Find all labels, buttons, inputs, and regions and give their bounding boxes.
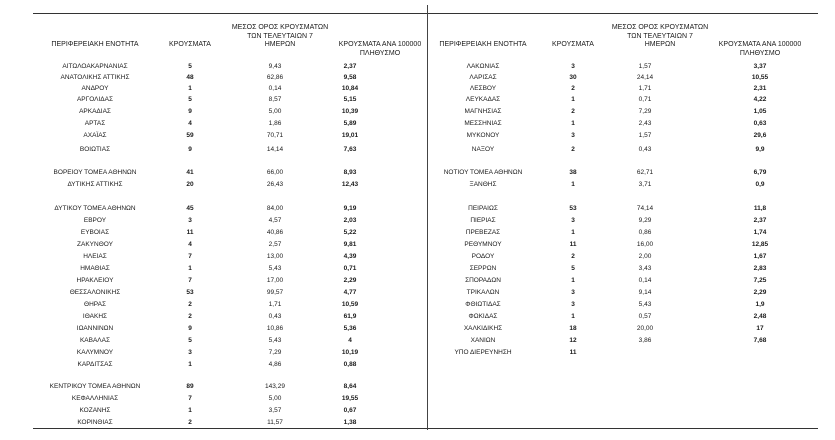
row-per100k: 1,74 [753, 229, 767, 236]
row-per100k: 9,58 [343, 74, 357, 81]
row-avg7: 7,29 [268, 349, 282, 356]
row-cases: 1 [571, 229, 575, 236]
row-per100k: 0,88 [343, 361, 357, 368]
row-avg7: 16,00 [636, 241, 654, 248]
row-avg7: 0,57 [638, 313, 652, 320]
row-avg7: 66,00 [266, 169, 284, 176]
table-bottom-rule [33, 428, 818, 429]
row-region: ΣΠΟΡΑΔΩΝ [465, 277, 501, 284]
row-region: ΚΟΖΑΝΗΣ [79, 407, 111, 414]
row-cases: 1 [571, 277, 575, 284]
row-per100k: 10,59 [341, 301, 359, 308]
row-region: ΘΕΣΣΑΛΟΝΙΚΗΣ [69, 289, 121, 296]
row-per100k: 2,83 [753, 265, 767, 272]
row-region: ΞΑΝΘΗΣ [469, 181, 497, 188]
row-cases: 20 [186, 181, 194, 188]
row-region: ΑΝΑΤΟΛΙΚΗΣ ΑΤΤΙΚΗΣ [60, 74, 130, 81]
row-avg7: 2,43 [638, 120, 652, 127]
row-avg7: 0,43 [268, 313, 282, 320]
row-per100k: 2,29 [343, 277, 357, 284]
row-avg7: 9,14 [638, 289, 652, 296]
row-per100k: 9,9 [755, 146, 765, 153]
row-region: ΥΠΟ ΔΙΕΡΕΥΝΗΣΗ [454, 349, 512, 356]
row-cases: 53 [569, 205, 577, 212]
row-avg7: 3,43 [638, 265, 652, 272]
row-per100k: 7,63 [343, 146, 357, 153]
row-per100k: 8,64 [343, 383, 357, 390]
row-avg7: 10,86 [266, 325, 284, 332]
row-per100k: 8,93 [343, 169, 357, 176]
row-region: ΑΡΤΑΣ [84, 120, 106, 127]
row-per100k: 19,55 [341, 395, 359, 402]
row-region: ΗΛΕΙΑΣ [83, 253, 107, 260]
table-top-rule [33, 13, 818, 14]
row-per100k: 2,31 [753, 85, 767, 92]
row-avg7: 2,57 [268, 241, 282, 248]
row-avg7: 40,86 [266, 229, 284, 236]
row-cases: 1 [571, 96, 575, 103]
row-per100k: 0,67 [343, 407, 357, 414]
row-avg7: 62,86 [266, 74, 284, 81]
row-cases: 53 [186, 289, 194, 296]
row-avg7: 14,14 [266, 146, 284, 153]
row-region: ΔΥΤΙΚΗΣ ΑΤΤΙΚΗΣ [67, 181, 123, 188]
row-cases: 1 [571, 120, 575, 127]
left-header-per100k: ΚΡΟΥΣΜΑΤΑ ΑΝΑ 100000 ΠΛΗΘΥΣΜΟ [338, 41, 422, 57]
row-cases: 2 [571, 253, 575, 260]
right-header-cases: ΚΡΟΥΣΜΑΤΑ [552, 41, 594, 48]
row-cases: 89 [186, 383, 194, 390]
row-cases: 11 [186, 229, 194, 236]
row-cases: 9 [188, 146, 192, 153]
row-avg7: 1,86 [268, 120, 282, 127]
row-cases: 5 [188, 96, 192, 103]
row-avg7: 3,71 [638, 181, 652, 188]
row-avg7: 0,86 [638, 229, 652, 236]
row-cases: 2 [188, 313, 192, 320]
row-cases: 9 [188, 108, 192, 115]
row-region: ΧΑΛΚΙΔΙΚΗΣ [463, 325, 503, 332]
row-per100k: 9,81 [343, 241, 357, 248]
row-avg7: 9,29 [638, 217, 652, 224]
row-cases: 30 [569, 74, 577, 81]
row-cases: 48 [186, 74, 194, 81]
row-per100k: 9,19 [343, 205, 357, 212]
row-cases: 38 [569, 169, 577, 176]
row-per100k: 12,85 [751, 241, 769, 248]
row-per100k: 11,8 [753, 205, 767, 212]
row-cases: 1 [571, 313, 575, 320]
row-region: ΖΑΚΥΝΘΟΥ [77, 241, 113, 248]
right-header-avg7: ΜΕΣΟΣ ΟΡΟΣ ΚΡΟΥΣΜΑΤΩΝ ΤΩΝ ΤΕΛΕΥΤΑΙΩΝ 7 ΗΜΕΡΩΝ [611, 24, 709, 48]
row-per100k: 4,22 [753, 96, 767, 103]
row-cases: 1 [571, 181, 575, 188]
row-region: ΙΩΑΝΝΙΝΩΝ [76, 325, 114, 332]
row-cases: 3 [571, 217, 575, 224]
row-region: ΑΧΑΪΑΣ [83, 132, 107, 139]
row-avg7: 1,57 [638, 63, 652, 70]
row-region: ΕΒΡΟΥ [83, 217, 107, 224]
row-region: ΝΟΤΙΟΥ ΤΟΜΕΑ ΑΘΗΝΩΝ [443, 169, 523, 176]
row-cases: 2 [188, 301, 192, 308]
row-cases: 3 [571, 289, 575, 296]
row-cases: 2 [571, 146, 575, 153]
row-avg7: 0,14 [638, 277, 652, 284]
row-region: ΧΑΝΙΩΝ [470, 337, 496, 344]
row-per100k: 5,36 [343, 325, 357, 332]
row-per100k: 2,48 [753, 313, 767, 320]
row-cases: 5 [188, 63, 192, 70]
row-per100k: 5,22 [343, 229, 357, 236]
row-avg7: 13,00 [266, 253, 284, 260]
row-region: ΚΑΡΔΙΤΣΑΣ [77, 361, 113, 368]
row-per100k: 10,55 [751, 74, 769, 81]
row-per100k: 2,37 [753, 217, 767, 224]
row-region: ΙΘΑΚΗΣ [82, 313, 108, 320]
row-cases: 11 [569, 349, 577, 356]
row-avg7: 70,71 [266, 132, 284, 139]
row-per100k: 0,9 [755, 181, 765, 188]
row-region: ΛΕΥΚΑΔΑΣ [465, 96, 501, 103]
row-cases: 59 [186, 132, 194, 139]
row-avg7: 2,00 [638, 253, 652, 260]
row-per100k: 1,38 [343, 419, 357, 426]
left-header-cases: ΚΡΟΥΣΜΑΤΑ [169, 41, 211, 48]
row-cases: 45 [186, 205, 194, 212]
row-cases: 5 [188, 337, 192, 344]
row-region: ΡΟΔΟΥ [471, 253, 495, 260]
row-avg7: 24,14 [636, 74, 654, 81]
row-per100k: 10,39 [341, 108, 359, 115]
row-region: ΑΡΓΟΛΙΔΑΣ [76, 96, 114, 103]
row-cases: 4 [188, 120, 192, 127]
row-avg7: 5,43 [268, 337, 282, 344]
row-region: ΘΗΡΑΣ [84, 301, 106, 308]
row-avg7: 20,00 [636, 325, 654, 332]
row-per100k: 0,71 [343, 265, 357, 272]
row-avg7: 17,00 [266, 277, 284, 284]
row-cases: 3 [188, 349, 192, 356]
row-region: ΚΕΦΑΛΛΗΝΙΑΣ [71, 395, 119, 402]
row-per100k: 10,84 [341, 85, 359, 92]
row-avg7: 7,29 [638, 108, 652, 115]
row-avg7: 0,43 [638, 146, 652, 153]
row-per100k: 2,37 [343, 63, 357, 70]
row-cases: 7 [188, 395, 192, 402]
row-cases: 9 [188, 325, 192, 332]
row-per100k: 4 [348, 337, 352, 344]
right-header-region: ΠΕΡΙΦΕΡΕΙΑΚΗ ΕΝΟΤΗΤΑ [439, 41, 527, 48]
row-region: ΣΕΡΡΩΝ [469, 265, 497, 272]
row-avg7: 9,43 [268, 63, 282, 70]
left-header-region: ΠΕΡΙΦΕΡΕΙΑΚΗ ΕΝΟΤΗΤΑ [51, 41, 139, 48]
row-cases: 5 [571, 265, 575, 272]
row-per100k: 7,25 [753, 277, 767, 284]
row-cases: 7 [188, 253, 192, 260]
row-per100k: 0,63 [753, 120, 767, 127]
row-per100k: 29,6 [753, 132, 767, 139]
row-region: ΕΥΒΟΙΑΣ [80, 229, 110, 236]
row-per100k: 19,01 [341, 132, 359, 139]
row-region: ΠΙΕΡΙΑΣ [470, 217, 496, 224]
row-region: ΦΩΚΙΔΑΣ [468, 313, 498, 320]
row-per100k: 17 [756, 325, 764, 332]
row-per100k: 3,37 [753, 63, 767, 70]
row-region: ΠΡΕΒΕΖΑΣ [465, 229, 501, 236]
row-cases: 1 [188, 265, 192, 272]
row-avg7: 84,00 [266, 205, 284, 212]
row-region: ΛΑΚΩΝΙΑΣ [466, 63, 500, 70]
row-region: ΑΙΤΩΛΟΑΚΑΡΝΑΝΙΑΣ [62, 63, 128, 70]
row-per100k: 1,67 [753, 253, 767, 260]
row-region: ΠΕΙΡΑΙΩΣ [468, 205, 498, 212]
row-avg7: 1,57 [638, 132, 652, 139]
row-per100k: 61,9 [343, 313, 357, 320]
row-per100k: 1,05 [753, 108, 767, 115]
row-avg7: 99,57 [266, 289, 284, 296]
row-avg7: 5,00 [268, 108, 282, 115]
row-avg7: 5,43 [268, 265, 282, 272]
row-cases: 1 [188, 407, 192, 414]
row-cases: 3 [188, 217, 192, 224]
row-avg7: 1,71 [268, 301, 282, 308]
row-per100k: 5,15 [343, 96, 357, 103]
row-region: ΝΑΞΟΥ [471, 146, 495, 153]
row-cases: 41 [186, 169, 194, 176]
row-cases: 2 [188, 419, 192, 426]
row-per100k: 10,19 [341, 349, 359, 356]
row-per100k: 12,43 [341, 181, 359, 188]
row-region: ΛΑΡΙΣΑΣ [469, 74, 497, 81]
row-region: ΚΑΒΑΛΑΣ [79, 337, 111, 344]
row-region: ΒΟΡΕΙΟΥ ΤΟΜΕΑ ΑΘΗΝΩΝ [53, 169, 137, 176]
row-avg7: 0,14 [268, 85, 282, 92]
row-cases: 11 [569, 241, 577, 248]
row-region: ΒΟΙΩΤΙΑΣ [79, 146, 111, 153]
row-cases: 1 [188, 85, 192, 92]
row-cases: 4 [188, 241, 192, 248]
row-region: ΚΑΛΥΜΝΟΥ [76, 349, 114, 356]
row-region: ΛΕΣΒΟΥ [469, 85, 497, 92]
row-cases: 3 [571, 132, 575, 139]
row-region: ΑΡΚΑΔΙΑΣ [79, 108, 111, 115]
row-region: ΡΕΘΥΜΝΟΥ [464, 241, 502, 248]
row-per100k: 6,79 [753, 169, 767, 176]
row-cases: 12 [569, 337, 577, 344]
row-per100k: 2,03 [343, 217, 357, 224]
row-avg7: 0,71 [638, 96, 652, 103]
row-avg7: 5,00 [268, 395, 282, 402]
row-region: ΜΕΣΣΗΝΙΑΣ [464, 120, 502, 127]
row-avg7: 11,57 [267, 419, 283, 426]
row-avg7: 4,57 [268, 217, 282, 224]
row-avg7: 5,43 [638, 301, 652, 308]
row-region: ΜΥΚΟΝΟΥ [466, 132, 500, 139]
row-avg7: 1,71 [638, 85, 652, 92]
row-region: ΚΕΝΤΡΙΚΟΥ ΤΟΜΕΑ ΑΘΗΝΩΝ [49, 383, 141, 390]
row-per100k: 5,89 [343, 120, 357, 127]
row-avg7: 8,57 [268, 96, 282, 103]
row-avg7: 143,29 [265, 383, 285, 390]
row-avg7: 74,14 [636, 205, 654, 212]
row-region: ΑΝΔΡΟΥ [81, 85, 109, 92]
row-per100k: 4,77 [343, 289, 357, 296]
row-cases: 3 [571, 63, 575, 70]
row-per100k: 7,68 [753, 337, 767, 344]
row-region: ΜΑΓΝΗΣΙΑΣ [464, 108, 502, 115]
row-cases: 2 [571, 108, 575, 115]
row-region: ΗΜΑΘΙΑΣ [80, 265, 110, 272]
left-header-avg7: ΜΕΣΟΣ ΟΡΟΣ ΚΡΟΥΣΜΑΤΩΝ ΤΩΝ ΤΕΛΕΥΤΑΙΩΝ 7 ΗΜΕΡΩΝ [231, 24, 329, 48]
row-per100k: 1,9 [755, 301, 765, 308]
row-avg7: 3,86 [638, 337, 652, 344]
row-region: ΤΡΙΚΑΛΩΝ [466, 289, 500, 296]
row-region: ΔΥΤΙΚΟΥ ΤΟΜΕΑ ΑΘΗΝΩΝ [54, 205, 136, 212]
row-cases: 1 [188, 361, 192, 368]
row-avg7: 3,57 [268, 407, 282, 414]
row-cases: 18 [569, 325, 577, 332]
row-region: ΦΘΙΩΤΙΔΑΣ [465, 301, 501, 308]
row-avg7: 62,71 [636, 169, 654, 176]
row-cases: 2 [571, 85, 575, 92]
row-cases: 7 [188, 277, 192, 284]
row-avg7: 4,86 [268, 361, 282, 368]
row-per100k: 2,29 [753, 289, 767, 296]
row-cases: 3 [571, 301, 575, 308]
row-region: ΗΡΑΚΛΕΙΟΥ [76, 277, 114, 284]
right-header-per100k: ΚΡΟΥΣΜΑΤΑ ΑΝΑ 100000 ΠΛΗΘΥΣΜΟ [718, 41, 802, 57]
row-avg7: 26,43 [266, 181, 284, 188]
row-region: ΚΟΡΙΝΘΙΑΣ [77, 419, 113, 426]
row-per100k: 4,39 [343, 253, 357, 260]
